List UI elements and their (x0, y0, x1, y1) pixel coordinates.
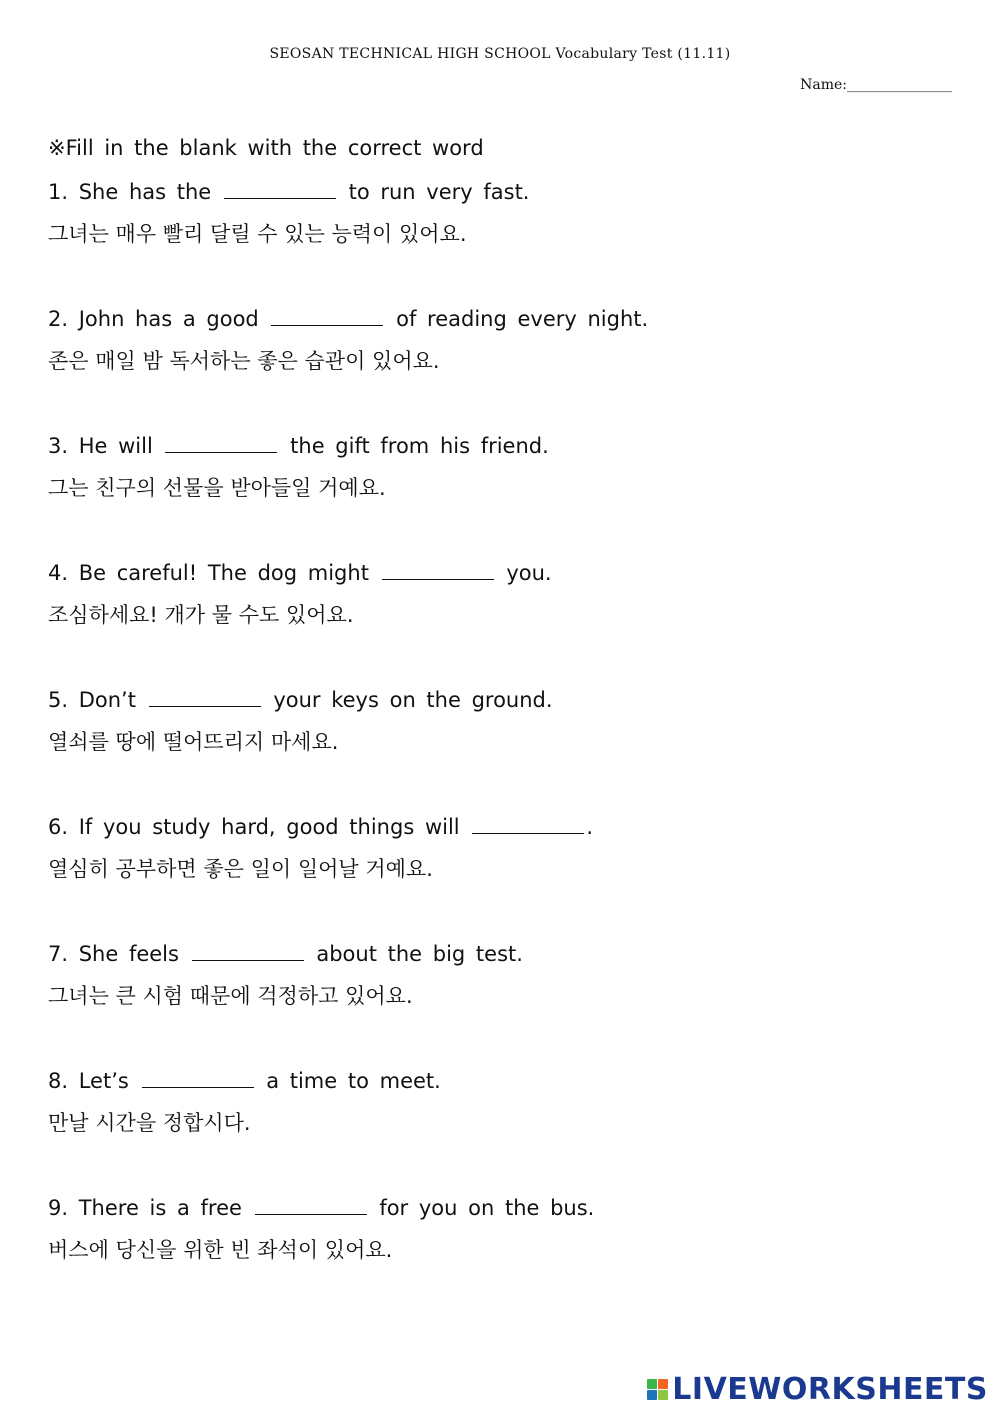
question-sentence (48, 177, 948, 207)
question-text-after: about the big test. (316, 942, 523, 966)
question-translation: 그는 친구의 선물을 받아들일 거예요. (48, 476, 386, 500)
question-text-before: 6. If you study hard, good things will (48, 815, 460, 839)
question-1 (48, 177, 948, 249)
question-sentence (48, 939, 948, 969)
answer-blank-5[interactable] (149, 686, 261, 707)
question-5 (48, 685, 948, 757)
instruction-text: ※Fill in the blank with the correct word (48, 136, 484, 160)
logo-text: LIVEWORKSHEETS (672, 1372, 988, 1407)
question-sentence (48, 812, 948, 842)
question-text-before: 9. There is a free (48, 1196, 242, 1220)
question-sentence (48, 431, 948, 461)
question-4 (48, 558, 948, 630)
question-translation: 조심하세요! 개가 물 수도 있어요. (48, 603, 354, 627)
answer-blank-2[interactable] (271, 305, 383, 326)
question-text-before: 4. Be careful! The dog might (48, 561, 369, 585)
answer-blank-8[interactable] (142, 1067, 254, 1088)
question-text-before: 2. John has a good (48, 307, 259, 331)
question-text-after: to run very fast. (348, 180, 530, 204)
question-translation: 열심히 공부하면 좋은 일이 일어날 거예요. (48, 857, 433, 881)
answer-blank-1[interactable] (224, 178, 336, 199)
question-sentence (48, 1066, 948, 1096)
answer-blank-3[interactable] (165, 432, 277, 453)
question-text-after: for you on the bus. (379, 1196, 595, 1220)
question-text-before: 5. Don’t (48, 688, 136, 712)
question-text-before: 1. She has the (48, 180, 212, 204)
question-sentence (48, 1193, 948, 1223)
question-text-after: you. (506, 561, 552, 585)
question-sentence (48, 558, 948, 588)
question-9 (48, 1193, 948, 1265)
question-text-after: the gift from his friend. (290, 434, 549, 458)
question-text-after: of reading every night. (396, 307, 649, 331)
question-translation: 열쇠를 땅에 떨어뜨리지 마세요. (48, 730, 339, 754)
question-translation: 버스에 당신을 위한 빈 좌석이 있어요. (48, 1238, 393, 1262)
page-title: SEOSAN TECHNICAL HIGH SCHOOL Vocabulary Test (11.11) (269, 46, 731, 62)
name-field[interactable]: Name:_______________ (800, 77, 952, 93)
question-translation: 그녀는 매우 빨리 달릴 수 있는 능력이 있어요. (48, 222, 467, 246)
question-text-before: 7. She feels (48, 942, 179, 966)
liveworksheets-logo-icon (647, 1379, 668, 1400)
question-translation: 존은 매일 밤 독서하는 좋은 습관이 있어요. (48, 349, 440, 373)
question-translation: 그녀는 큰 시험 때문에 걱정하고 있어요. (48, 984, 413, 1008)
question-text-after: . (586, 815, 593, 839)
question-sentence (48, 685, 948, 715)
question-sentence (48, 304, 948, 334)
answer-blank-7[interactable] (192, 940, 304, 961)
question-text-before: 8. Let’s (48, 1069, 129, 1093)
answer-blank-6[interactable] (472, 813, 584, 834)
question-6 (48, 812, 948, 884)
answer-blank-9[interactable] (255, 1194, 367, 1215)
question-text-before: 3. He will (48, 434, 153, 458)
question-text-after: your keys on the ground. (273, 688, 553, 712)
question-8 (48, 1066, 948, 1138)
question-7 (48, 939, 948, 1011)
liveworksheets-logo[interactable] (647, 1372, 988, 1407)
question-3 (48, 431, 948, 503)
question-translation: 만날 시간을 정합시다. (48, 1111, 251, 1135)
question-2 (48, 304, 948, 376)
question-text-after: a time to meet. (266, 1069, 441, 1093)
answer-blank-4[interactable] (382, 559, 494, 580)
